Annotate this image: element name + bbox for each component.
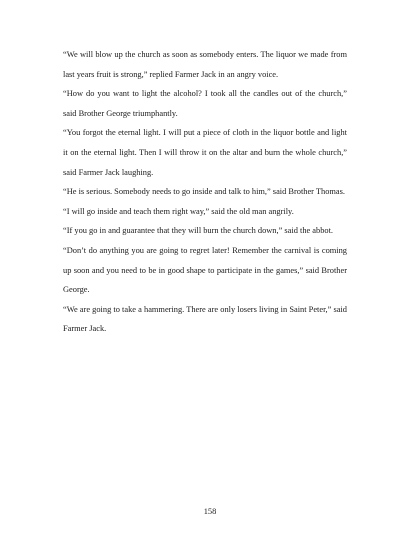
page-number: 158 [203, 507, 217, 516]
paragraph: “We are going to take a hammering. There are only losers living in Saint Peter,” said Farmer Jack. [63, 304, 347, 334]
paragraph: “We will blow up the church as soon as somebody enters. The liquor we made from last years fruit is strong,” replied Farmer Jack in an angry voice. [63, 50, 347, 79]
paragraph: “I will go inside and teach them right way,” said the old man angrily. [63, 206, 294, 216]
paragraph: “Don’t do anything you are going to regret later! Remember the carnival is coming up soon and you need to be in good shape to participate in the games,” said Brother George. [63, 245, 347, 295]
paragraph: “How do you want to light the alcohol? I took all the candles out of the church,” said Brother George triumphantly. [63, 89, 347, 118]
body-text [63, 45, 347, 339]
paragraph: “If you go in and guarantee that they will burn the church down,” said the abbot. [63, 226, 334, 236]
paragraph: “He is serious. Somebody needs to go inside and talk to him,” said Brother Thomas. [63, 187, 345, 197]
paragraph: “You forgot the eternal light. I will put a piece of cloth in the liquor bottle and light it on the eternal light. Then I will throw it on the altar and burn the whole church,” said Farmer Jack laughing. [63, 128, 347, 177]
